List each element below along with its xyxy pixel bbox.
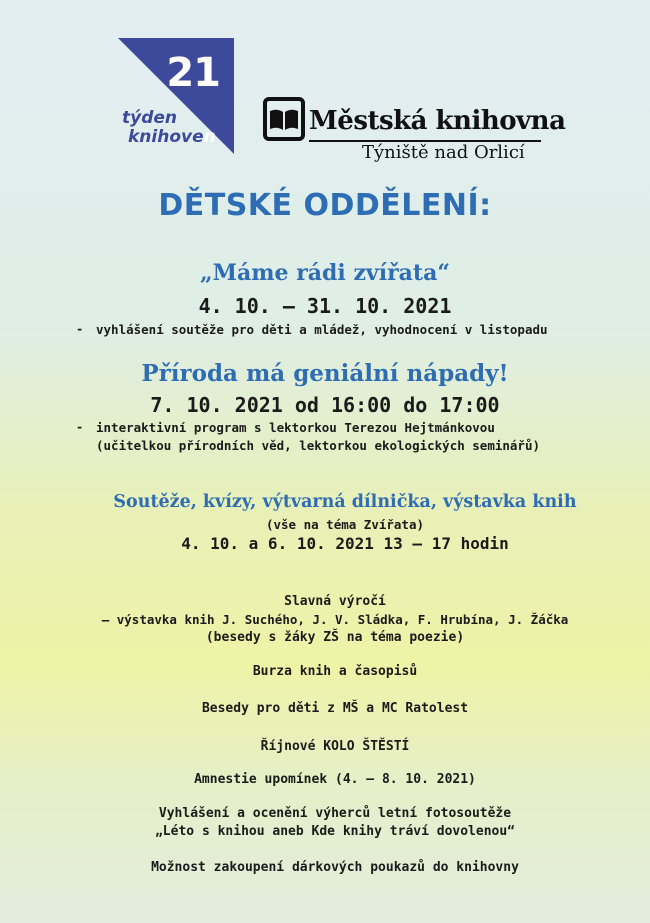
logo-word-knihoven-b: n: [203, 127, 216, 147]
fine-amnesty: Amnestie upomínek (4. – 8. 10. 2021): [194, 772, 476, 787]
event2-dash: -: [76, 420, 84, 434]
week-of-libraries-logo: [118, 38, 234, 154]
event2-title: Příroda má geniální nápady!: [141, 360, 509, 387]
book-exchange: Burza knih a časopisů: [252, 664, 418, 679]
anniversaries-title: Slavná výročí: [284, 594, 386, 609]
logo-word-knihoven: [128, 127, 216, 147]
event2-date: 7. 10. 2021 od 16:00 do 17:00: [150, 393, 500, 417]
event2-description-2: (učitelkou přírodních věd, lektorkou ekologických seminářů): [96, 438, 541, 453]
library-logo: [262, 97, 566, 167]
book-icon: [262, 97, 306, 143]
wheel-of-fortune: Říjnové KOLO ŠTĚSTÍ: [260, 739, 410, 754]
event3-title: Soutěže, kvízy, výtvarná dílnička, výstavka knih: [113, 492, 577, 512]
event2-description-1: interaktivní program s lektorkou Terezou Hejtmánkovou: [96, 420, 495, 435]
event3-subtitle: (vše na téma Zvířata): [265, 517, 425, 532]
event1-date: 4. 10. – 31. 10. 2021: [198, 294, 452, 318]
photo-contest-line2: „Léto s knihou aneb Kde knihy tráví dovolenou“: [154, 824, 516, 839]
event1-title: „Máme rádi zvířata“: [200, 260, 450, 286]
library-name: Městská knihovna: [309, 106, 566, 136]
gift-vouchers: Možnost zakoupení dárkových poukazů do knihovny: [151, 860, 519, 875]
event1-description: vyhlášení soutěže pro děti a mládež, vyhodnocení v listopadu: [96, 322, 548, 337]
logo-number: 21: [166, 50, 220, 96]
event1-dash: -: [76, 322, 84, 336]
event3-date: 4. 10. a 6. 10. 2021 13 – 17 hodin: [181, 534, 509, 553]
anniversaries-talks: (besedy s žáky ZŠ na téma poezie): [205, 630, 465, 645]
anniversaries-exhibition: – výstavka knih J. Suchého, J. V. Sládka, F. Hrubína, J. Žáčka: [101, 612, 569, 627]
kids-talks: Besedy pro děti z MŠ a MC Ratolest: [201, 701, 469, 716]
logo-word-tyden: týden: [122, 108, 178, 128]
photo-contest-line1: Vyhlášení a ocenění výherců letní fotosoutěže: [158, 806, 512, 821]
library-town: Týniště nad Orlicí: [362, 142, 525, 163]
page-title: DĚTSKÉ ODDĚLENÍ:: [158, 188, 492, 223]
logo-word-knihoven-a: knihove: [128, 127, 204, 147]
